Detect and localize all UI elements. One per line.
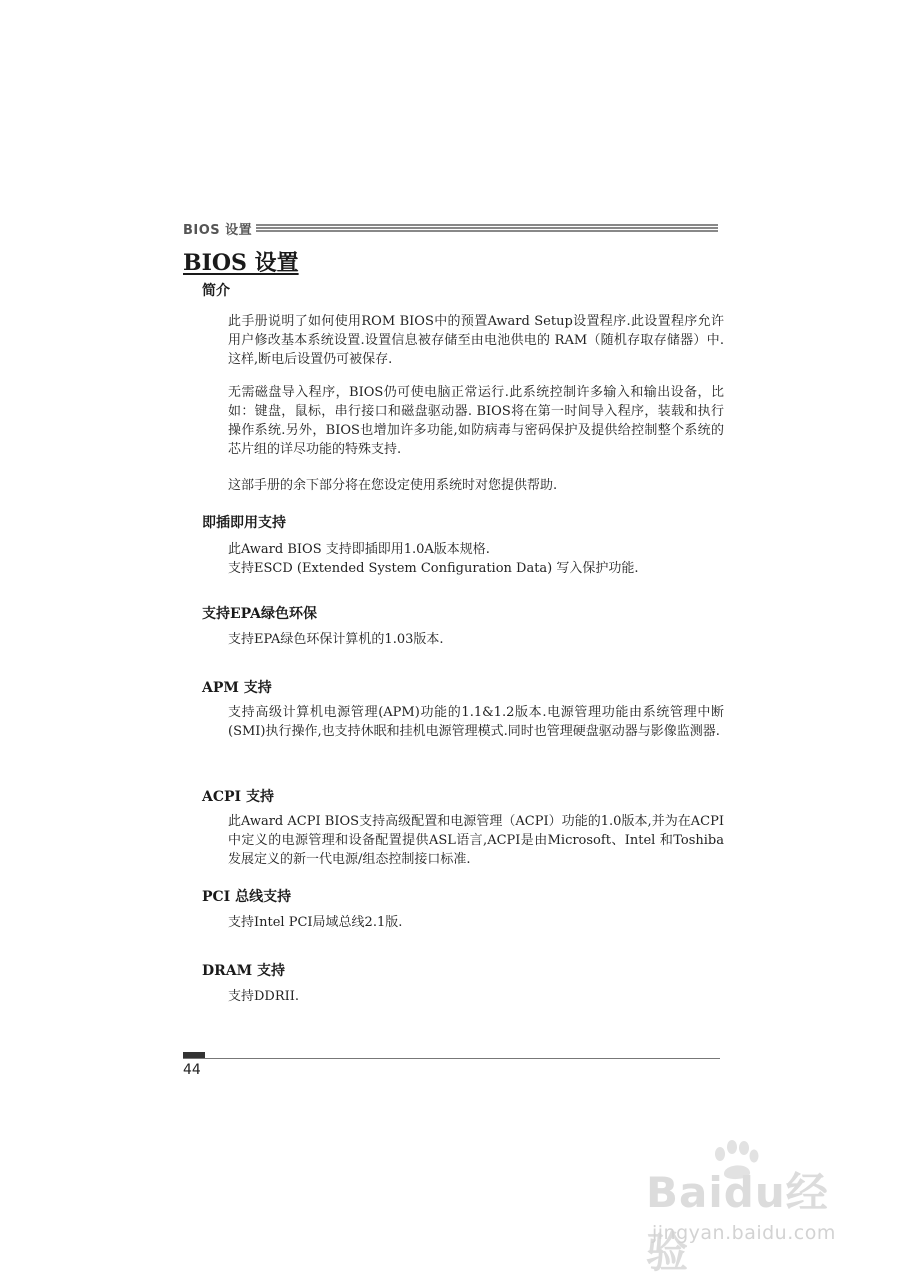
footer-rule bbox=[183, 1058, 720, 1059]
running-header-title: BIOS 设置 bbox=[183, 222, 253, 238]
page-number: 44 bbox=[183, 1062, 201, 1078]
running-header bbox=[183, 220, 718, 236]
header-rule bbox=[256, 223, 718, 233]
intro-paragraph-2: 无需磁盘导入程序，BIOS仍可使电脑正常运行.此系统控制许多输入和输出设备，比如：键盘，鼠标，串行接口和磁盘驱动器. BIOS将在第一时间导入程序，装载和执行操作系统.另外，BIOS也增加许多功能,如防病毒与密码保护及提供给控制整个系统的芯片组的详尽功能的特殊支持. bbox=[228, 385, 724, 457]
baidu-watermark bbox=[640, 1140, 870, 1277]
pnp-line-2: 支持ESCD (Extended System Configuration Data) 写入保护功能. bbox=[228, 561, 639, 576]
section-heading-pci: PCI 总线支持 bbox=[202, 889, 292, 905]
section-heading-dram: DRAM 支持 bbox=[202, 963, 286, 979]
section-heading-pnp: 即插即用支持 bbox=[202, 515, 286, 531]
section-heading-apm: APM 支持 bbox=[202, 680, 272, 696]
intro-paragraph-1: 此手册说明了如何使用ROM BIOS中的预置Award Setup设置程序.此设置程序允许用户修改基本系统设置.设置信息被存储至由电池供电的 RAM（随机存取存储器）中.这样,断电后设置仍可被保存. bbox=[228, 314, 724, 367]
dram-paragraph: 支持DDRII. bbox=[228, 989, 300, 1004]
page-title: BIOS 设置 bbox=[183, 250, 299, 276]
section-heading-intro: 简介 bbox=[202, 283, 230, 299]
epa-paragraph: 支持EPA绿色环保计算机的1.03版本. bbox=[228, 632, 444, 647]
watermark-url: jingyan.baidu.com bbox=[652, 1222, 836, 1244]
section-heading-epa: 支持EPA绿色环保 bbox=[202, 606, 318, 622]
pci-paragraph: 支持Intel PCI局域总线2.1版. bbox=[228, 915, 403, 930]
acpi-paragraph: 此Award ACPI BIOS支持高级配置和电源管理（ACPI）功能的1.0版本,并为在ACPI中定义的电源管理和设备配置提供ASL语言,ACPI是由Microsoft、Intel 和Toshiba发展定义的新一代电源/组态控制接口标准. bbox=[228, 814, 724, 867]
section-heading-acpi: ACPI 支持 bbox=[202, 789, 274, 805]
pnp-line-1: 此Award BIOS 支持即插即用1.0A版本规格. bbox=[228, 542, 490, 557]
intro-paragraph-3: 这部手册的余下部分将在您设定使用系统时对您提供帮助. bbox=[228, 478, 558, 493]
watermark-logo: Baidu经验 bbox=[646, 1168, 829, 1277]
apm-paragraph: 支持高级计算机电源管理(APM)功能的1.1&1.2版本.电源管理功能由系统管理中断(SMI)执行操作,也支持休眠和挂机电源管理模式.同时也管理硬盘驱动器与影像监测器. bbox=[228, 705, 724, 739]
